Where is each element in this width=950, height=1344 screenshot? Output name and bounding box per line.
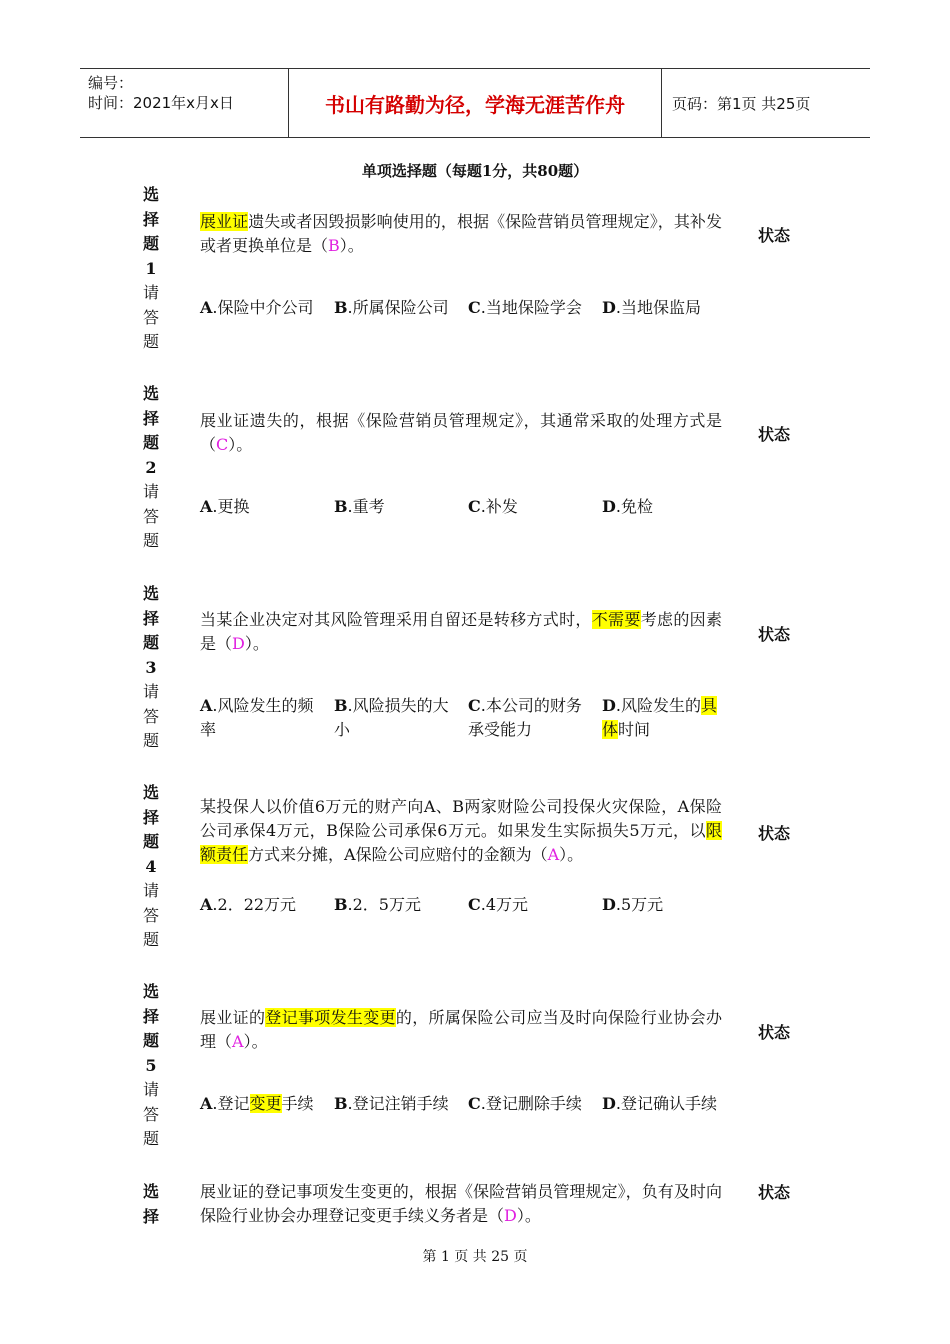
status-label: 状态 xyxy=(758,625,791,644)
option-text: .重考 xyxy=(347,497,385,516)
answer-letter: A xyxy=(547,845,560,864)
label-char: 答 xyxy=(142,506,159,526)
label-char: 选 xyxy=(142,1182,159,1201)
question-number: 4 xyxy=(145,856,157,876)
option-b[interactable] xyxy=(334,296,454,320)
label-char: 择 xyxy=(142,608,159,628)
option-key: C xyxy=(468,1094,481,1113)
option-d[interactable] xyxy=(602,495,722,519)
option-text: .风险发生的 xyxy=(615,696,701,715)
question-text-part: 的，所属保险公司应当及时向保险行业协会办理（ xyxy=(200,1008,722,1051)
label-char: 答 xyxy=(142,905,159,925)
option-text-tail: 时间 xyxy=(618,720,651,739)
label-char: 请 xyxy=(142,482,159,501)
section-title: 单项选择题（每题1分，共80题） xyxy=(361,162,589,180)
question-text-part: 考虑的因素是（ xyxy=(200,610,722,653)
label-char: 择 xyxy=(142,408,159,428)
option-key: A xyxy=(200,497,213,516)
option-a[interactable] xyxy=(200,1092,320,1116)
option-text: .5万元 xyxy=(615,895,664,914)
option-d[interactable] xyxy=(602,296,722,320)
question-text xyxy=(200,1006,722,1054)
label-char: 择 xyxy=(142,209,159,229)
question-text-part: 展业证的 xyxy=(200,1008,266,1027)
option-a[interactable] xyxy=(200,296,320,320)
question-text xyxy=(200,1180,722,1228)
option-text: .4万元 xyxy=(480,895,529,914)
question-number: 2 xyxy=(145,457,157,477)
option-key: B xyxy=(334,497,348,516)
label-char: 请 xyxy=(142,682,159,701)
highlighted-text: 不需要 xyxy=(591,610,641,629)
option-text: .补发 xyxy=(480,497,518,516)
question-text-part: 遗失或者因毁损影响使用的，根据《保险营销员管理规定》，其补发或者更换单位是（ xyxy=(200,212,722,255)
option-c[interactable] xyxy=(468,296,588,320)
question-number: 3 xyxy=(145,657,157,677)
option-text: .免检 xyxy=(615,497,653,516)
header-time-label: 时间：2021年x月x日 xyxy=(88,94,234,112)
label-char: 请 xyxy=(142,283,159,302)
label-char: 答 xyxy=(142,706,159,726)
option-text: .2．22万元 xyxy=(212,895,297,914)
header-page-label: 页码：第1页 共25页 xyxy=(672,94,811,113)
status-label: 状态 xyxy=(758,1023,791,1042)
option-text: .更换 xyxy=(212,497,250,516)
question-number: 5 xyxy=(145,1055,157,1075)
status-label: 状态 xyxy=(758,1183,791,1202)
option-c[interactable] xyxy=(468,495,588,519)
label-char: 题 xyxy=(142,731,159,750)
option-c[interactable] xyxy=(468,893,588,917)
page-header xyxy=(80,68,870,138)
label-char: 选 xyxy=(142,982,159,1001)
label-char: 择 xyxy=(142,1006,159,1026)
option-key: A xyxy=(200,696,213,715)
label-char: 选 xyxy=(142,384,159,403)
option-text: .当地保险学会 xyxy=(480,298,582,317)
option-key: D xyxy=(602,895,616,914)
option-text: .保险中介公司 xyxy=(212,298,314,317)
option-text: .登记删除手续 xyxy=(480,1094,582,1113)
label-char: 题 xyxy=(142,832,159,851)
option-key: B xyxy=(334,298,348,317)
highlighted-text: 限额责任 xyxy=(200,821,722,864)
option-text: .本公司的财务承受能力 xyxy=(468,696,582,739)
question-text-part: ）。 xyxy=(516,1206,541,1225)
option-key: D xyxy=(602,497,616,516)
option-d[interactable] xyxy=(602,893,722,917)
option-key: C xyxy=(468,497,481,516)
label-char: 选 xyxy=(142,783,159,802)
question-number: 1 xyxy=(145,258,157,278)
label-char: 题 xyxy=(142,332,159,351)
option-d[interactable] xyxy=(602,694,722,742)
option-key: C xyxy=(468,895,481,914)
option-text: .风险发生的频率 xyxy=(200,696,314,739)
label-char: 答 xyxy=(142,307,159,327)
option-text: .登记注销手续 xyxy=(347,1094,449,1113)
question-text-part: ）。 xyxy=(339,236,364,255)
header-meta xyxy=(80,69,289,137)
question-text-part: 展业证的登记事项发生变更的，根据《保险营销员管理规定》，负有及时向保险行业协会办理登记变更手续义务者是（ xyxy=(200,1182,722,1225)
status-label: 状态 xyxy=(758,226,791,245)
option-a[interactable] xyxy=(200,495,320,519)
label-char: 题 xyxy=(142,433,159,452)
option-b[interactable] xyxy=(334,495,454,519)
option-text: .2．5万元 xyxy=(347,895,421,914)
question-text xyxy=(200,409,722,457)
label-char: 请 xyxy=(142,881,159,900)
option-a[interactable] xyxy=(200,893,320,917)
question-text-part: ）。 xyxy=(559,845,584,864)
option-c[interactable] xyxy=(468,694,588,742)
label-char: 择 xyxy=(142,807,159,827)
highlighted-text: 登记事项发生变更 xyxy=(265,1008,396,1027)
option-key: B xyxy=(334,895,348,914)
label-char: 题 xyxy=(142,1031,159,1050)
question-text xyxy=(200,795,722,867)
question-text xyxy=(200,608,722,656)
header-number-label: 编号： xyxy=(88,74,134,92)
answer-letter: A xyxy=(232,1032,244,1051)
question-label xyxy=(140,980,162,1152)
option-key: D xyxy=(602,1094,616,1113)
label-char: 选 xyxy=(142,584,159,603)
option-c[interactable] xyxy=(468,1092,588,1116)
answer-letter: B xyxy=(328,236,340,255)
question-text-part: 展业证遗失的，根据《保险营销员管理规定》，其通常采取的处理方式是（ xyxy=(200,411,722,454)
question-text xyxy=(200,210,722,258)
highlighted-text: 展业证 xyxy=(200,212,249,231)
label-char: 题 xyxy=(142,633,159,652)
question-text-part: ）。 xyxy=(228,435,253,454)
label-char: 题 xyxy=(142,1129,159,1148)
question-text-part: 方式来分摊，A保险公司应赔付的金额为（ xyxy=(248,845,548,864)
option-b[interactable] xyxy=(334,1092,454,1116)
question-label xyxy=(140,781,162,953)
option-key: C xyxy=(468,696,481,715)
option-text: .登记 xyxy=(212,1094,250,1113)
label-char: 请 xyxy=(142,1080,159,1099)
page-footer: 第 1 页 共 25 页 xyxy=(422,1249,528,1265)
option-key: A xyxy=(200,895,213,914)
question-label xyxy=(140,1180,162,1229)
option-key: C xyxy=(468,298,481,317)
question-label xyxy=(140,582,162,754)
option-key: D xyxy=(602,696,616,715)
option-text: .所属保险公司 xyxy=(347,298,449,317)
option-key: B xyxy=(334,1094,348,1113)
label-char: 选 xyxy=(142,185,159,204)
question-label xyxy=(140,382,162,554)
label-char: 题 xyxy=(142,930,159,949)
option-d[interactable] xyxy=(602,1092,722,1116)
status-label: 状态 xyxy=(758,425,791,444)
question-text-part: ）。 xyxy=(243,1032,268,1051)
answer-letter: D xyxy=(504,1206,517,1225)
option-key: A xyxy=(200,1094,213,1113)
label-char: 题 xyxy=(142,531,159,550)
option-b[interactable] xyxy=(334,893,454,917)
question-text-part: 某投保人以价值6万元的财产向A、B两家财险公司投保火灾保险，A保险公司承保4万元，B保险公司承保6万元。如果发生实际损失5万元，以 xyxy=(200,797,722,840)
option-a[interactable] xyxy=(200,694,320,742)
answer-letter: C xyxy=(216,435,229,454)
question-label xyxy=(140,183,162,355)
option-text: .风险损失的大小 xyxy=(334,696,449,739)
option-key: A xyxy=(200,298,213,317)
option-key: D xyxy=(602,298,616,317)
highlighted-text: 具体 xyxy=(602,696,717,739)
highlighted-text: 变更 xyxy=(249,1094,282,1113)
option-text: .当地保监局 xyxy=(615,298,701,317)
answer-letter: D xyxy=(232,634,245,653)
label-char: 择 xyxy=(142,1206,159,1226)
option-text-tail: 手续 xyxy=(281,1094,314,1113)
option-b[interactable] xyxy=(334,694,454,742)
label-char: 题 xyxy=(142,234,159,253)
question-text-part: 当某企业决定对其风险管理采用自留还是转移方式时， xyxy=(200,610,592,629)
question-text-part: ）。 xyxy=(244,634,269,653)
header-motto: 书山有路勤为径，学海无涯苦作舟 xyxy=(289,69,662,137)
option-key: B xyxy=(334,696,348,715)
label-char: 答 xyxy=(142,1104,159,1124)
status-label: 状态 xyxy=(758,824,791,843)
option-text: .登记确认手续 xyxy=(615,1094,717,1113)
